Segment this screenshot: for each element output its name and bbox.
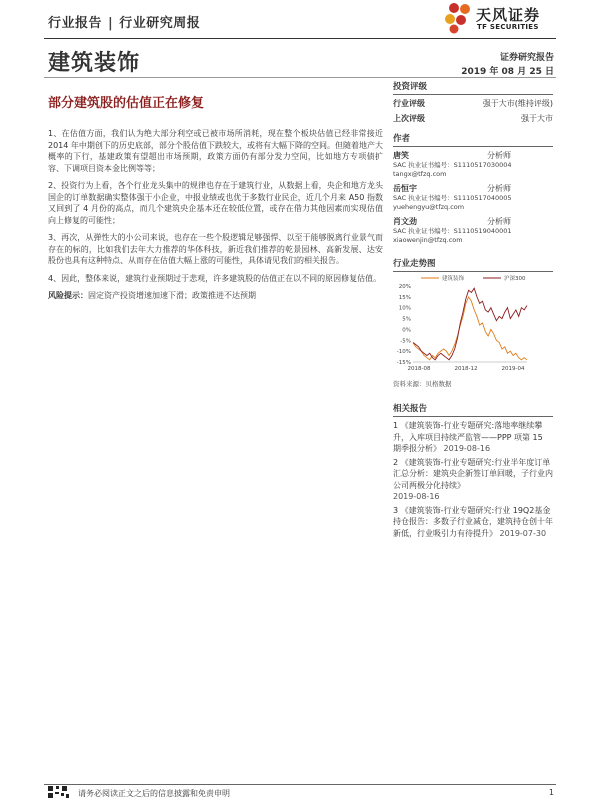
author-name: 肖文劲: [393, 217, 417, 226]
chart-source: 资料来源：贝格数据: [393, 380, 452, 388]
rating-section: [393, 80, 553, 124]
author-cert: SAC 执业证书编号：S1110517040005: [393, 194, 512, 202]
logo-mark-icon: [444, 2, 474, 34]
x-tick-label: 2018-08: [407, 366, 431, 372]
author-email[interactable]: yuehengyu@tfzq.com: [393, 203, 465, 211]
related-title[interactable]: 1 《建筑装饰-行业专题研究:落地率继续攀升，入库项目持续严监管——PPP 项第 15 期季报分析》: [393, 421, 543, 453]
logo-name-cn: 天风证券: [476, 6, 541, 24]
author-email[interactable]: xiaowenjin@tfzq.com: [393, 236, 463, 244]
legend-label: 建筑装饰: [442, 276, 465, 282]
page-number: 1: [548, 788, 554, 797]
related-item[interactable]: [393, 457, 553, 503]
authors-section: [393, 132, 553, 245]
company-logo: [440, 2, 560, 36]
related-heading: 相关报告: [393, 404, 428, 414]
rating-key: 上次评级: [393, 114, 425, 123]
header-type: 行业研究周报: [119, 16, 201, 31]
y-tick-label: 5%: [402, 316, 411, 323]
chart-section: [393, 257, 553, 272]
footer-rule: [44, 784, 556, 785]
report-subtitle: 部分建筑股的估值正在修复: [48, 96, 205, 111]
y-tick-label: -5%: [400, 338, 411, 345]
report-body: [48, 128, 383, 308]
title-rule: [44, 77, 556, 78]
author-title: 分析师: [487, 217, 511, 226]
y-tick-label: -10%: [396, 349, 411, 356]
rating-value: 强于大市(维持评级): [482, 99, 553, 108]
trend-chart: [393, 272, 553, 376]
related-date: 2019-07-30: [499, 528, 547, 538]
header-category: 行业报告: [48, 16, 103, 31]
header-rule: [44, 38, 556, 39]
logo-name-en: TF SECURITIES: [477, 23, 539, 31]
header-separator: |: [108, 16, 114, 31]
risk-text: 固定资产投资增速加速下滑；政策推进不达预期: [88, 291, 256, 300]
author-email[interactable]: tangx@tfzq.com: [393, 170, 447, 178]
legend-label: 沪深300: [504, 276, 526, 282]
related-section: [393, 402, 553, 539]
y-tick-label: 15%: [398, 294, 411, 301]
rating-value: 强于大市: [521, 114, 553, 123]
sector-title: 建筑装饰: [48, 51, 141, 76]
related-title[interactable]: 2 《建筑装饰-行业专题研究:行业半年度订单汇总分析：建筑央企新签订单回暖，子行业内公司两极分化持续》: [393, 457, 553, 490]
rating-rule: [393, 94, 553, 95]
qr-code-icon: [48, 786, 70, 798]
rating-row: [393, 98, 553, 109]
related-date: 2019-08-16: [443, 444, 491, 453]
x-tick-label: 2018-12: [454, 366, 478, 372]
related-item[interactable]: [393, 420, 553, 455]
report-header: [48, 12, 200, 31]
author-title: 分析师: [487, 184, 511, 193]
rating-heading: 投资评级: [393, 82, 428, 92]
author-name: 岳恒宇: [393, 184, 417, 193]
report-type: 证券研究报告: [499, 53, 554, 63]
authors-heading: 作者: [393, 134, 411, 144]
body-paragraph: 4、因此，整体来说，建筑行业预期过于悲观，许多建筑股的估值正在以不同的原因修复估值。: [48, 273, 382, 283]
body-paragraph: 2、投资行为上看，各个行业龙头集中的规律也存在于建筑行业，从数据上看，央企和地方龙头国企的订单数据确实整体强于小企业，中报业绩或也优于多数行业民企，近几个月来 A50 指数又回到了 4 月份的高点，而几个建筑央企基本还在较低位置，或存在借力其他因素而实现估值向上修复的可能性；: [48, 181, 383, 225]
related-item[interactable]: [393, 505, 553, 540]
y-tick-label: 20%: [398, 284, 411, 290]
author-name: 唐笑: [393, 151, 409, 160]
author-block: [393, 150, 553, 179]
rating-row: [393, 113, 553, 124]
related-title[interactable]: 3 《建筑装饰-行业专题研究:行业 19Q2基金持仓报告：多数子行业减仓，建筑持仓创十年新低，行业吸引力有待提升》: [393, 505, 553, 538]
y-tick-label: 10%: [398, 305, 411, 312]
report-date: 2019 年 08 月 25 日: [461, 67, 554, 77]
authors-rule: [393, 146, 553, 147]
related-date: 2019-08-16: [393, 492, 440, 501]
x-tick-label: 2019-04: [501, 366, 525, 372]
risk-note: [48, 290, 383, 302]
author-cert: SAC 执业证书编号：S1110517030004: [393, 161, 512, 169]
related-rule: [393, 416, 553, 417]
series-line: [413, 297, 527, 360]
y-tick-label: -15%: [396, 360, 411, 366]
author-block: [393, 216, 553, 245]
rating-key: 行业评级: [393, 99, 425, 108]
body-paragraph: 1、在估值方面，我们认为绝大部分利空或已被市场所消耗，现在整个板块估值已经非常接近 2014 年中期创下的历史底部，部分个股估值下跌较大，或将有大幅下降的空间。但随着地产大概率的下行，基建政策有望超出市场预期，政策方面仍有部分发力空间，比如地方专项债扩容、下调项目资本金比例等等；: [48, 129, 383, 173]
risk-label: 风险提示：: [48, 291, 88, 300]
author-title: 分析师: [487, 151, 511, 160]
body-paragraph: 3、再次，从弹性大的小公司来说，也存在一些个股逻辑足够强悍、以至于能够脱离行业景气而存在的标的，比如我们去年大力推荐的华体科技，新近我们推荐的乾景园林、高新发展、达安股份也具有这种特点、从而存在估值大幅上涨的可能性，具体请见我们的相关报告。: [48, 233, 383, 265]
author-block: [393, 183, 553, 212]
chart-heading: 行业走势图: [393, 259, 436, 269]
author-cert: SAC 执业证书编号：S1110519040001: [393, 227, 512, 235]
y-tick-label: 0%: [402, 327, 411, 334]
footer-disclaimer: 请务必阅读正文之后的信息披露和免责申明: [78, 789, 230, 798]
